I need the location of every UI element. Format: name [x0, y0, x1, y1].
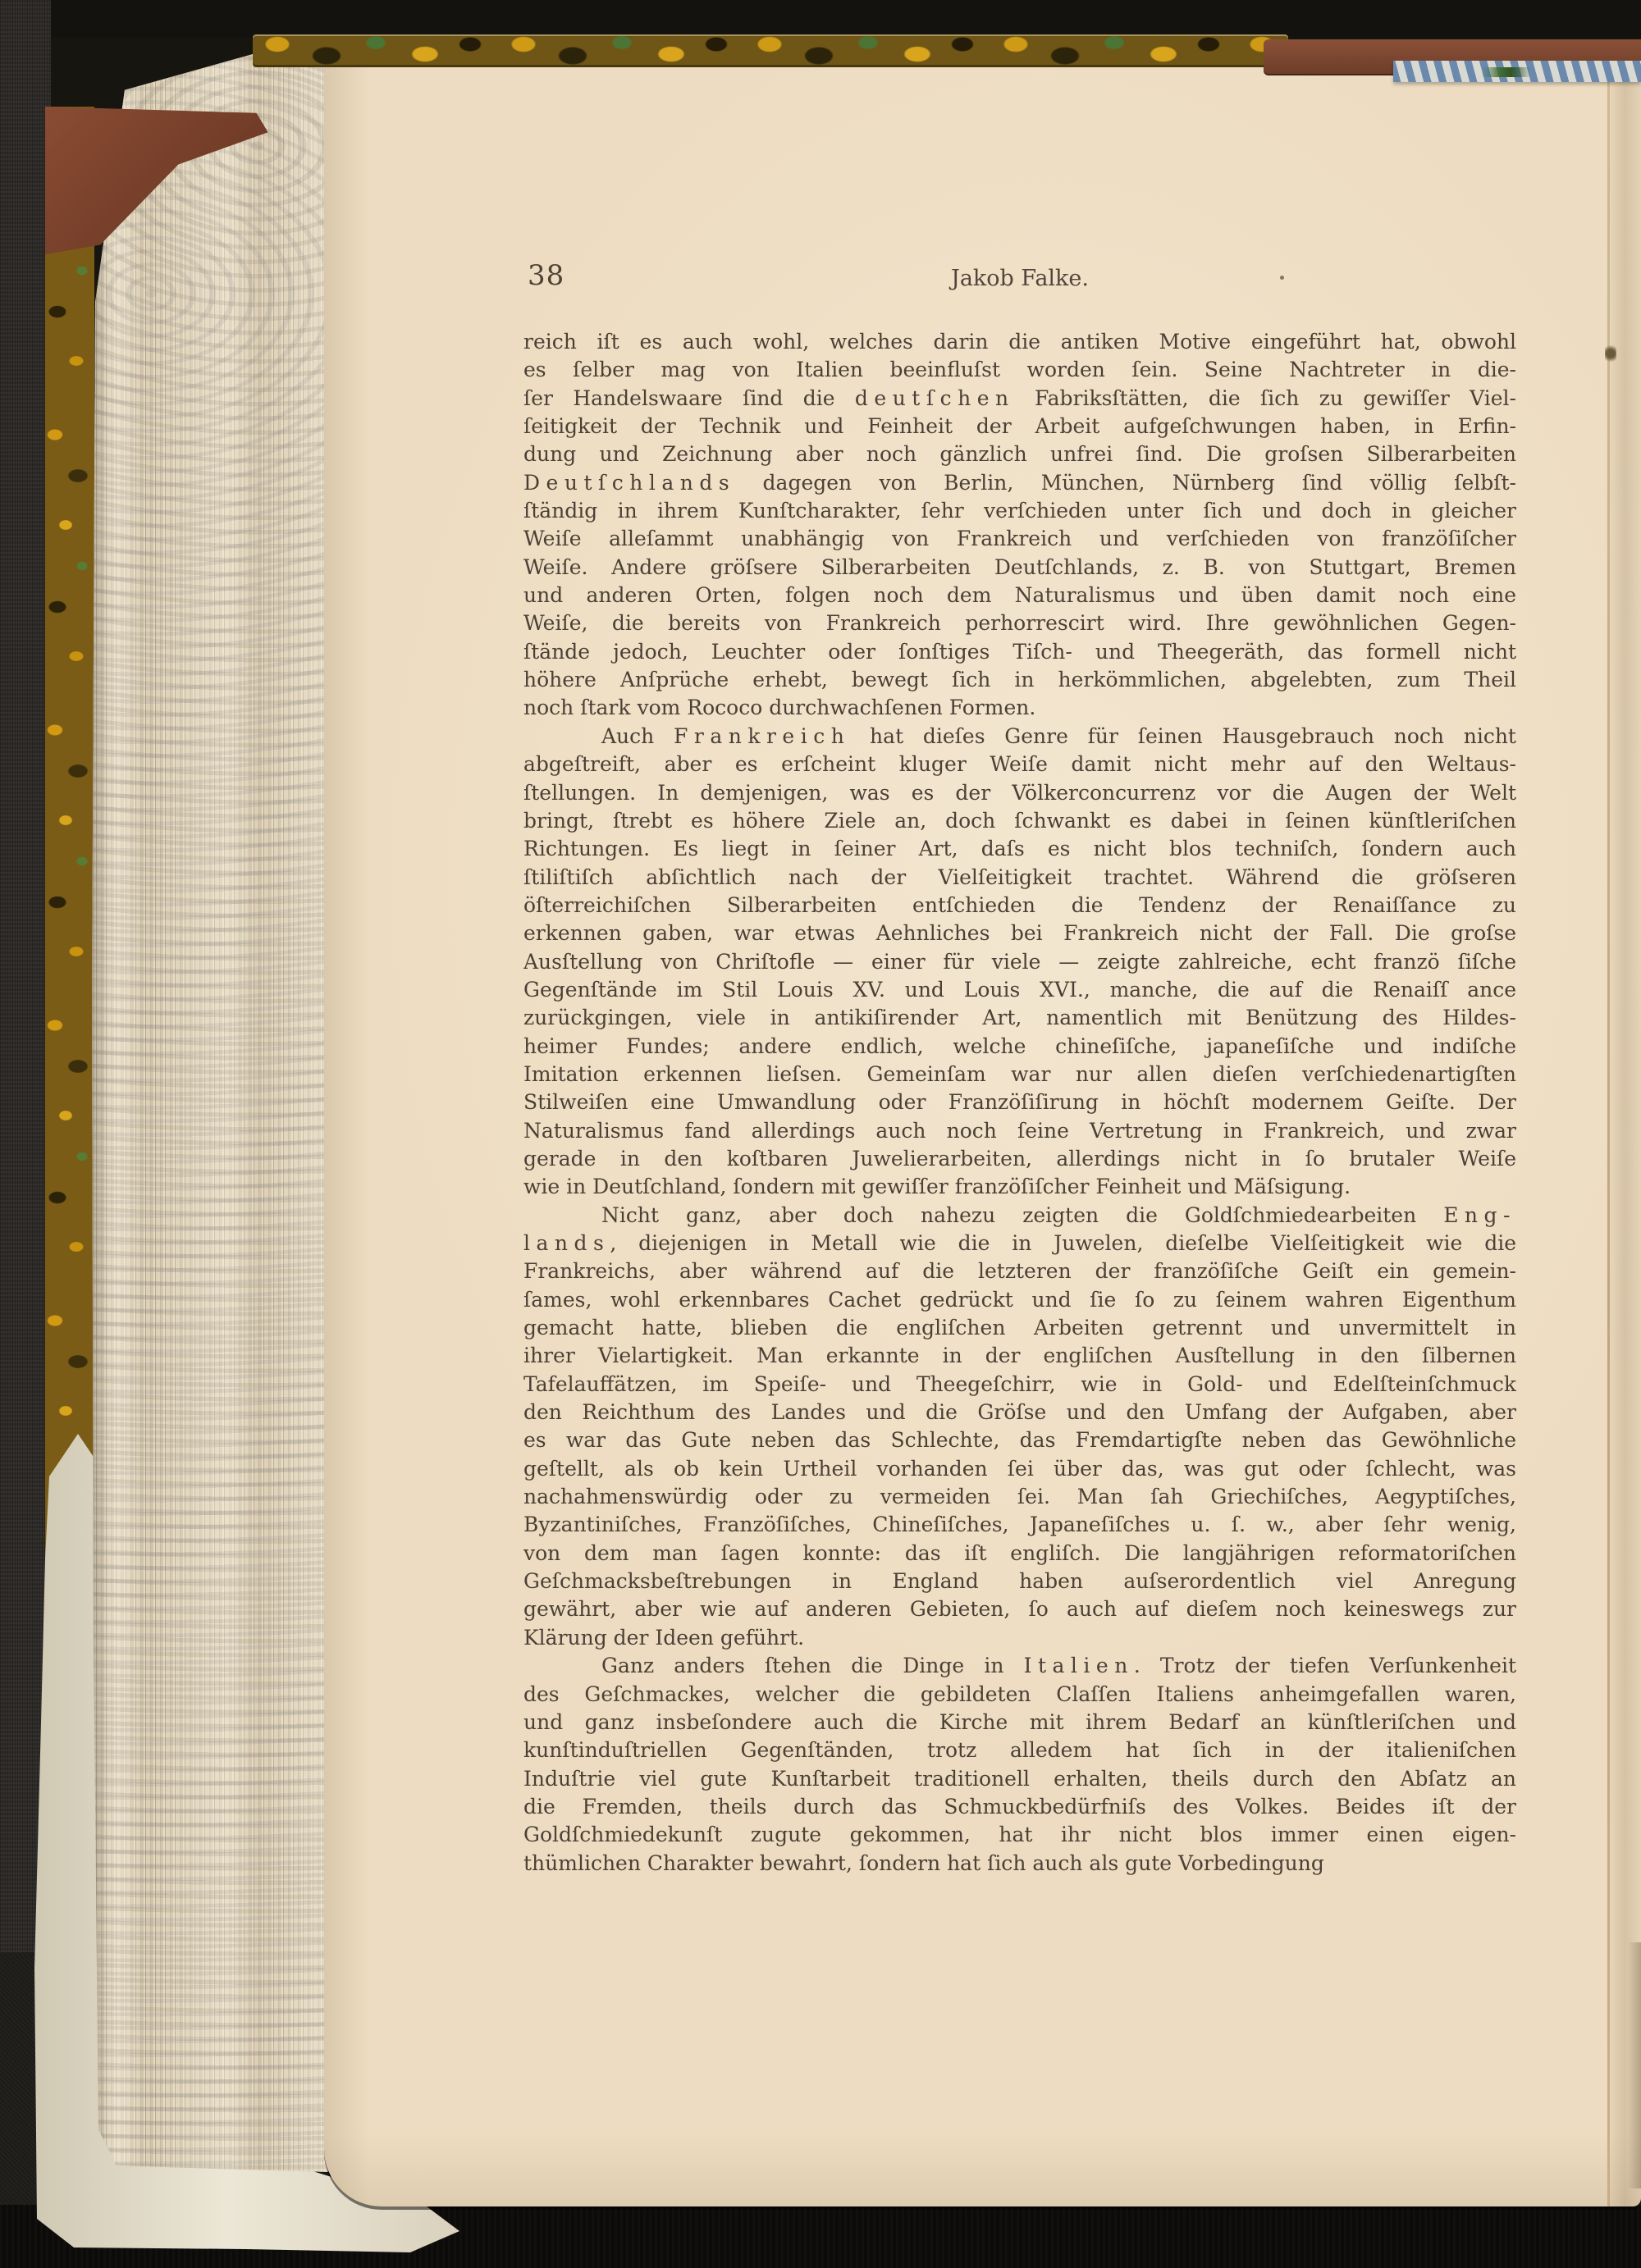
text-line: Weiſe. Andere gröſsere Silberarbeiten Deutſchlands, z. B. von Stuttgart, Bremen [523, 554, 1516, 579]
text-line: Ganz anders ſtehen die Dinge in Italien. Trotz der tiefen Verſunkenheit [601, 1654, 1516, 1678]
ink-dot [1280, 276, 1284, 280]
text-line: Induſtrie viel gute Kunſtarbeit traditionell erhalten, theils durch den Abſatz an [523, 1766, 1516, 1791]
text-line: dung und Zeichnung aber noch gänzlich unfrei ſind. Die groſsen Silberarbeiten [523, 442, 1516, 467]
text-line: Tafelauffätzen, im Speiſe- und Theegeſchirr, wie in Gold- und Edelſteinſchmuck [523, 1371, 1516, 1396]
text-line: es ſelber mag von Italien beeinfluſst worden ſein. Seine Nachtreter in die- [523, 358, 1516, 382]
text-line: Nicht ganz, aber doch nahezu zeigten die Goldſchmiedearbeiten Eng- [601, 1202, 1516, 1227]
text-line: Auch Frankreich hat dieſes Genre für ſeinen Hausgebrauch noch nicht [601, 723, 1516, 748]
letterspaced-word: lands [523, 1231, 610, 1255]
text-line: ſtiliſtiſch abſichtlich nach der Vielſeitigkeit trachtet. Während die gröſseren [523, 865, 1516, 889]
text-line: Goldſchmiedekunſt zugute gekommen, hat ihr nicht blos immer einen eigen- [523, 1823, 1516, 1847]
text-line: gerade in den koſtbaren Juwelierarbeiten, allerdings nicht in ſo brutaler Weiſe [523, 1146, 1516, 1171]
text-line: ſer Handelswaare ſind die deutſchen Fabriksſtätten, die ſich zu gewiſſer Viel- [523, 386, 1516, 410]
text-line: Weiſe, die bereits von Frankreich perhorrescirt wird. Ihre gewöhnlichen Gegen- [523, 611, 1516, 636]
text-line: ſtände jedoch, Leuchter oder ſonſtiges Tiſch- und Theegeräth, das formell nicht [523, 639, 1516, 664]
running-header: Jakob Falke. [951, 266, 1089, 291]
text-line: Deutſchlands dagegen von Berlin, München, Nürnberg ſind völlig ſelbſt- [523, 470, 1516, 495]
text-line: des Geſchmackes, welcher die gebildeten Claſſen Italiens anheimgefallen waren, [523, 1682, 1516, 1706]
text-line: heimer Fundes; andere endlich, welche chineſiſche, japaneſiſche und indiſche [523, 1034, 1516, 1058]
text-line: Byzantiniſches, Franzöſiſches, Chineſiſches, Japaneſiſches u. ſ. w., aber ſehr wenig, [523, 1513, 1516, 1537]
text-line: Richtungen. Es liegt in ſeiner Art, daſs es nicht blos techniſch, ſondern auch [523, 837, 1516, 861]
letterspaced-word: Deutſchlands [523, 470, 736, 495]
text-line: kunſtinduſtriellen Gegenſtänden, trotz alledem hat ſich in der italieniſchen [523, 1738, 1516, 1763]
text-line: öſterreichiſchen Silberarbeiten entſchieden die Tendenz der Renaiſſance zu [523, 892, 1516, 917]
text-line: Geſchmacksbeſtrebungen in England haben auſserordentlich viel Anregung [523, 1569, 1516, 1594]
text-line: nachahmenswürdig oder zu vermeiden ſei. Man ſah Griechiſches, Aegyptiſches, [523, 1485, 1516, 1509]
text-line: abgeſtreift, aber es erſcheint kluger Weiſe damit nicht mehr auf den Weltaus- [523, 752, 1516, 777]
text-line: und ganz insbeſondere auch die Kirche mit ihrem Bedarf an künſtleriſchen und [523, 1709, 1516, 1734]
book-page [324, 56, 1641, 2206]
text-line: es war das Gute neben das Schlechte, das Fremdartigſte neben das Gewöhnliche [523, 1428, 1516, 1453]
text-line: Frankreichs, aber während auf die letzteren der franzöſiſche Geiſt ein gemein- [523, 1259, 1516, 1284]
text-line: bringt, ſtrebt es höhere Ziele an, doch ſchwankt es dabei in ſeinen künſtleriſchen [523, 808, 1516, 833]
board-top-edge-marbled [253, 34, 1288, 67]
text-line: Weiſe alleſammt unabhängig von Frankreich und verſchieden von franzöſiſcher [523, 527, 1516, 551]
text-line: ſtändig in ihrem Kunſtcharakter, ſehr verſchieden unter ſich und doch in gleicher [523, 499, 1516, 523]
headband-green-thread [1482, 67, 1531, 77]
text-line: ſtellungen. In demjenigen, was es der Völkerconcurrenz vor die Augen der Welt [523, 780, 1516, 805]
text-line: erkennen gaben, war etwas Aehnliches bei Frankreich nicht der Fall. Die groſse [523, 921, 1516, 946]
text-block [523, 328, 1516, 1878]
text-line: und anderen Orten, folgen noch dem Naturalismus und üben damit noch eine [523, 583, 1516, 608]
text-line: ſeitigkeit der Technik und Feinheit der Arbeit aufgeſchwungen haben, in Erfin- [523, 414, 1516, 439]
headband [1393, 61, 1641, 82]
text-line: die Fremden, theils durch das Schmuckbedürfniſs des Volkes. Beides iſt der [523, 1794, 1516, 1819]
page-number: 38 [528, 259, 565, 292]
letterspaced-word: Italien [1023, 1654, 1134, 1678]
scanner-background-top [0, 0, 1641, 38]
text-line: ihrer Vielartigkeit. Man erkannte in der engliſchen Ausſtellung in den ſilbernen [523, 1344, 1516, 1368]
text-line: thümlichen Charakter bewahrt, ſondern hat ſich auch als gute Vorbedingung [523, 1850, 1324, 1875]
text-line: Gegenſtände im Stil Louis XV. und Louis XVI., manche, die auf die Renaiſſ ance [523, 977, 1516, 1002]
text-line: noch ſtark vom Rococo durchwachſenen Formen. [523, 696, 1036, 720]
text-line: ſames, wohl erkennbares Cachet gedrückt und ſie ſo zu ſeinem wahren Eigenthum [523, 1287, 1516, 1312]
text-line: zurückgingen, viele in antikiſirender Art, namentlich mit Benützung des Hildes- [523, 1006, 1516, 1030]
letterspaced-word: Eng- [1443, 1202, 1516, 1227]
page-edge-curl [1628, 1942, 1641, 2188]
text-line: wie in Deutſchland, ſondern mit gewiſſer franzöſiſcher Feinheit und Mäſsigung. [523, 1175, 1351, 1199]
text-line: lands, diejenigen in Metall wie die in Juwelen, dieſelbe Vielſeitigkeit wie die [523, 1231, 1516, 1255]
text-line: Naturalismus fand allerdings auch noch ſeine Vertretung in Frankreich, und zwar [523, 1118, 1516, 1143]
text-line: Imitation erkennen lieſsen. Gemeinſam war nur allen dieſen verſchiedenartigſten [523, 1061, 1516, 1086]
text-line: höhere Anſprüche erhebt, bewegt ſich in herkömmlichen, abgelebten, zum Theil [523, 668, 1516, 692]
sewing-thread [1605, 343, 1616, 364]
text-line: von dem man ſagen konnte: das iſt engliſch. Die langjährigen reformatoriſchen [523, 1540, 1516, 1565]
page-stack-fore-edge [92, 48, 328, 2172]
text-line: gewährt, aber wie auf anderen Gebieten, ſo auch auf dieſem noch keineswegs zur [523, 1597, 1516, 1622]
text-line: geſtellt, als ob kein Urtheil vorhanden ſei über das, was gut oder ſchlecht, was [523, 1456, 1516, 1481]
gutter-crease [1607, 56, 1610, 2206]
text-line: den Reichthum des Landes und die Gröſse und den Umfang der Aufgaben, aber [523, 1400, 1516, 1425]
text-line: Ausſtellung von Chriſtofle — einer für viele — zeigte zahlreiche, echt franzö ſiſche [523, 949, 1516, 974]
text-line: Klärung der Ideen geführt. [523, 1625, 805, 1650]
letterspaced-word: deutſchen [854, 386, 1015, 410]
text-line: Stilweiſen eine Umwandlung oder Franzöſiſirung in höchſt modernem Geiſte. Der [523, 1090, 1516, 1115]
text-line: reich iſt es auch wohl, welches darin die antiken Motive eingeführt hat, obwohl [523, 330, 1516, 354]
letterspaced-word: Frankreich [674, 723, 851, 748]
gutter-shadow [1605, 56, 1641, 2206]
text-line: gemacht hatte, blieben die engliſchen Arbeiten getrennt und unvermittelt in [523, 1316, 1516, 1340]
